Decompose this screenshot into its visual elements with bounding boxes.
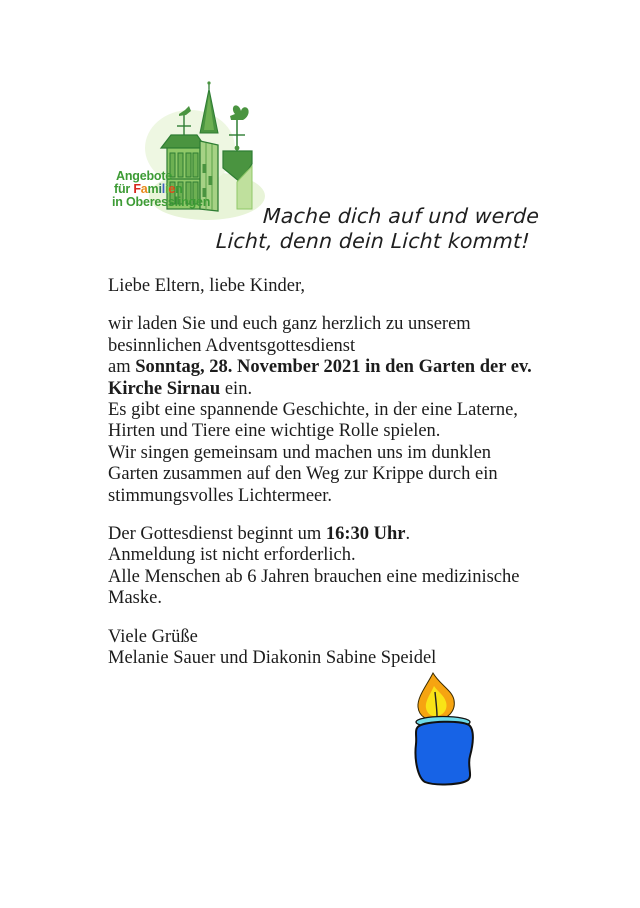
letter-body	[108, 276, 568, 687]
spire-ball	[207, 81, 210, 84]
church-logo	[85, 78, 267, 223]
candle-body	[415, 722, 472, 785]
logo-line-angebote: Angebote	[116, 169, 173, 183]
headline-line1: Mache dich auf und werde	[262, 204, 540, 228]
letter-paragraph: Der Gottesdienst beginnt um 16:30 Uhr. Anmeldung ist nicht erforderlich. Alle Menschen ab 6 Jahren brauchen eine medizinische Maske.	[108, 524, 520, 609]
rooster-icon	[230, 105, 249, 120]
logo-text	[112, 170, 210, 208]
logo-line-fuer-familien	[112, 183, 210, 196]
rooster-ball	[235, 146, 240, 151]
letter-paragraph: Liebe Eltern, liebe Kinder,	[108, 276, 306, 296]
logo-line-oberesslingen: in Oberesslingen	[112, 194, 211, 209]
logo-familien-multicolor: Familien	[133, 181, 183, 196]
headline-line2: Licht, denn dein Licht kommt!	[215, 229, 531, 253]
letter-paragraph: wir laden Sie und euch ganz herzlich zu unserem besinnlichen Adventsgottesdienst am Sonntag, 28. November 2021 in den Garten der ev. Kirche Sirnau ein. Es gibt eine spannende Geschichte, in der eine Laterne, Hirten und Tiere eine wichtige Rolle spielen. Wir singen gemeinsam und machen uns im dunklen Garten zusammen auf den Weg zur Krippe durch ein stimmungsvolles Lichtermeer.	[108, 314, 532, 506]
candle-illustration-icon	[403, 666, 485, 790]
logo-fuer: für	[114, 181, 134, 196]
letter-paragraph: Viele Grüße Melanie Sauer und Diakonin Sabine Speidel	[108, 626, 437, 669]
candle	[403, 666, 485, 790]
